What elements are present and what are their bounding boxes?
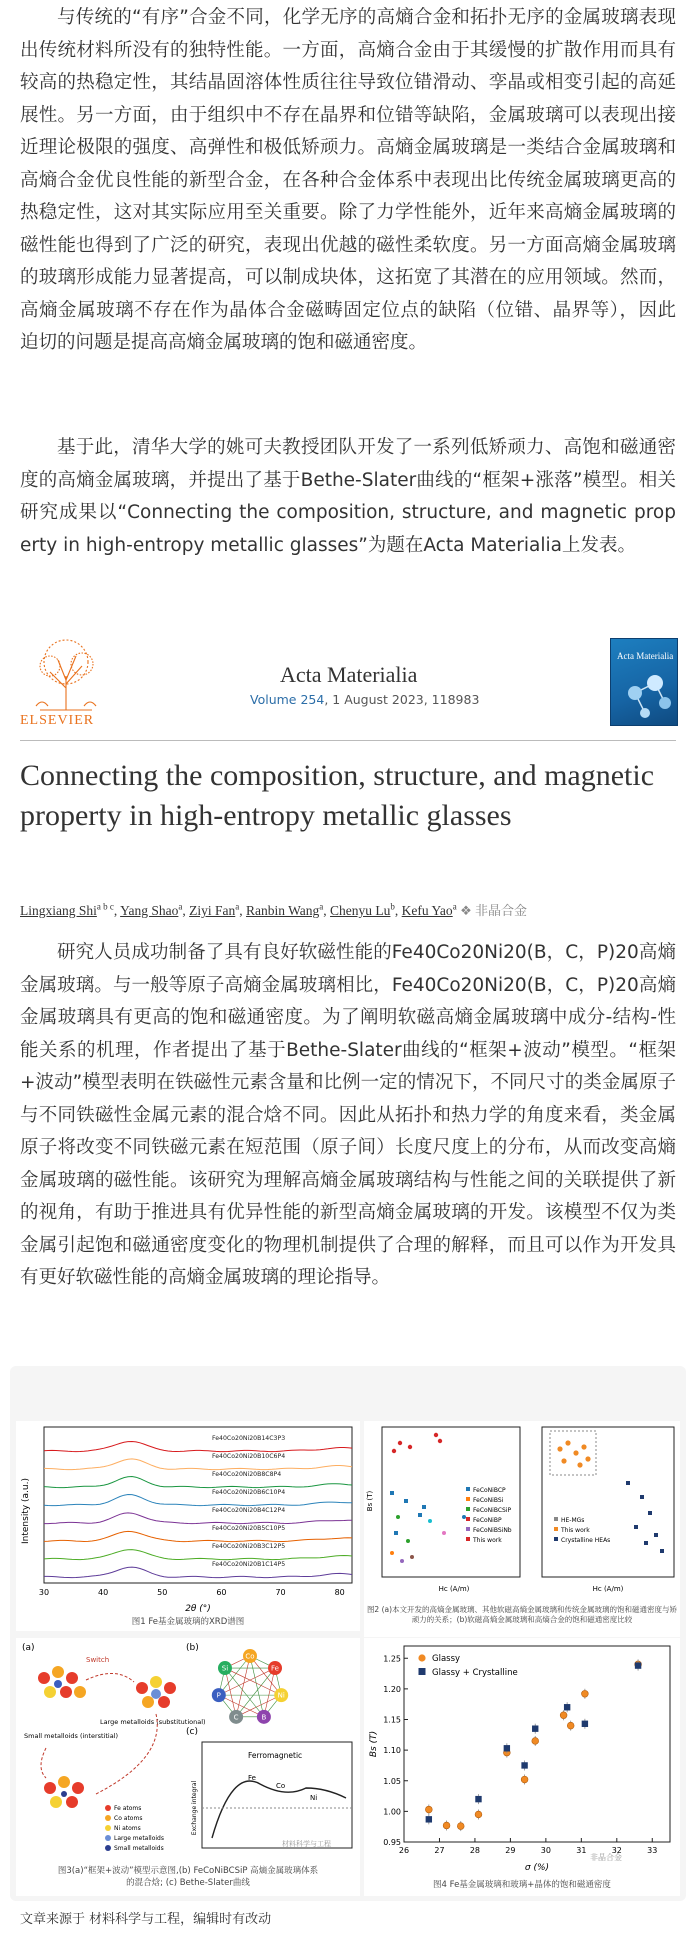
- author-name[interactable]: Yang Shao: [120, 903, 179, 918]
- fig4-xtick-label: 32: [611, 1846, 622, 1855]
- fig4-ytick-label: 0.95: [383, 1838, 401, 1847]
- glassy-crystalline-point: [532, 1725, 538, 1731]
- fig2a-legend-item: FeCoNiBCSiP: [473, 1507, 512, 1514]
- fig2a-legend-item: FeCoNiBSiNb: [473, 1527, 512, 1534]
- element-node-label: Co: [245, 1652, 255, 1661]
- element-node-label: C: [233, 1713, 239, 1722]
- fig4-xtick-label: 27: [434, 1846, 445, 1855]
- volume-date: , 1 August 2023, 118983: [324, 692, 480, 707]
- fig3a-label: (a): [22, 1643, 35, 1653]
- fig2b-legend-item: HE-MGs: [561, 1517, 585, 1524]
- xrd-curve: [44, 1531, 352, 1541]
- glassy-point: [521, 1776, 528, 1783]
- journal-name[interactable]: Acta Materialia: [280, 662, 418, 687]
- journal-volume: [250, 692, 479, 707]
- figure-1-xrd: [16, 1421, 360, 1631]
- legend-glassy-marker: [418, 1654, 425, 1661]
- xrd-xtick: 50: [157, 1588, 168, 1597]
- fig2a-legend-item: FeCoNiBSi: [473, 1497, 504, 1504]
- xrd-composition-label: Fe40Co20Ni20B6C10P4: [212, 1489, 286, 1496]
- fig3-legend-item: Small metalloids: [114, 1845, 164, 1852]
- legend-glassy-crystalline-label: Glassy + Crystalline: [432, 1668, 518, 1678]
- glassy-crystalline-point: [504, 1745, 510, 1751]
- fig2a-legend-marker: [466, 1487, 470, 1491]
- fig2a-points: [390, 1433, 466, 1563]
- glassy-point: [425, 1806, 432, 1813]
- author-name[interactable]: Ziyi Fan: [189, 903, 236, 918]
- fig2b-xlabel: Hc (A/m): [592, 1585, 624, 1593]
- paper-header: [20, 636, 676, 926]
- cover-title: Acta Materialia: [617, 651, 674, 661]
- watermark-text: ❖ 非晶合金: [460, 903, 527, 918]
- fig2a-legend-item: FeCoNiBP: [473, 1517, 502, 1524]
- switch-label: Switch: [86, 1656, 110, 1664]
- xrd-xtick: 30: [38, 1588, 50, 1597]
- fig4-ytick-label: 1.25: [383, 1654, 401, 1664]
- header-divider: [20, 740, 676, 741]
- fig3-legend-marker: [105, 1805, 111, 1811]
- legend-glassy-label: Glassy: [432, 1654, 461, 1664]
- fig4-xtick-label: 33: [647, 1846, 658, 1855]
- author-list: Lingxiang Shi$^{a b c}$, Yang Shao$^a$, Ziyi Fan$^a$, Ranbin Wang$^a$, Chenyu Lu$^b$, Kefu Yao$^a$ ❖ 非晶合金: [20, 901, 527, 918]
- xrd-ylabel: Intensity (a.u.): [21, 1478, 31, 1544]
- fig3-legend-item: Ni atoms: [114, 1825, 141, 1832]
- xrd-composition-label: Fe40Co20Ni20B4C12P4: [212, 1507, 286, 1514]
- xrd-composition-label: Fe40Co20Ni20B10C6P4: [212, 1453, 286, 1460]
- glassy-point: [560, 1712, 567, 1719]
- fig2a-legend-marker: [466, 1517, 470, 1521]
- fig4-ytick-label: 1.15: [383, 1715, 401, 1725]
- atom-cluster-right: [136, 1676, 176, 1708]
- fig2a-legend-marker: [466, 1507, 470, 1511]
- xrd-xtick: 80: [334, 1588, 345, 1597]
- fig3-legend-marker: [105, 1835, 111, 1841]
- fig3-legend-item: Large metalloids: [114, 1835, 164, 1842]
- intro-paragraph: 与传统的“有序”合金不同，化学无序的高熵合金和拓扑无序的金属玻璃表现出传统材料所没有的独特性能。一方面，高熵合金由于其缓慢的扩散作用而具有较高的热稳定性，其结晶固溶体性质往往导致位错滑动、孪晶或相变引起的高延展性。另一方面，由于组织中不存在晶界和位错等缺陷，金属玻璃可以表现出接近理论极限的强度、高弹性和极低矫顽力。高熵金属玻璃是一类结合金属玻璃和高熵合金优良性能的新型合金，在各种合金体系中表现出比传统金属玻璃更高的热稳定性，这对其实际应用至关重要。除了力学性能外，近年来高熵金属玻璃的磁性能也得到了广泛的研究，表现出优越的磁性柔软度。另一方面高熵金属玻璃的玻璃形成能力显著提高，可以制成块体，这拓宽了其潜在的应用领域。然而，高熵金属玻璃不存在作为晶体合金磁畴固定位点的缺陷（位错、晶界等），因此迫切的问题是提高高熵金属玻璃的饱和磁通密度。: [20, 7, 676, 353]
- journal-cover: [610, 638, 678, 726]
- glassy-crystalline-point: [426, 1816, 432, 1822]
- fig2a-ylabel: Bs (T): [366, 1490, 374, 1512]
- fig2b-legend-marker: [554, 1537, 558, 1541]
- figure-3-caption-line2: 的混合焓; (c) Bethe-Slater曲线: [126, 1878, 250, 1888]
- author-name[interactable]: Ranbin Wang: [246, 903, 320, 918]
- element-node-label: P: [216, 1691, 221, 1700]
- fig4-xtick-label: 30: [540, 1846, 551, 1855]
- fig4-xtick-label: 29: [505, 1846, 516, 1855]
- fig2b-legend-item: Crystalline HEAs: [561, 1537, 611, 1544]
- fig2b-legend-item: This work: [561, 1527, 590, 1534]
- fig4-ytick-label: 1.05: [383, 1776, 401, 1786]
- fig2a-legend-marker: [466, 1497, 470, 1501]
- author-affiliation: a: [235, 901, 240, 912]
- author-affiliation: b: [390, 901, 395, 912]
- glassy-crystalline-point: [521, 1762, 527, 1768]
- fig2a-legend-marker: [466, 1527, 470, 1531]
- xrd-curve: [44, 1459, 352, 1470]
- curve-label-ni: Ni: [310, 1794, 318, 1802]
- watermark-label: 非晶合金: [474, 903, 527, 918]
- fig4-xtick-label: 28: [469, 1846, 481, 1855]
- figure-2-bs-hc: [364, 1421, 680, 1637]
- fig4-ylabel: Bs (T): [369, 1730, 379, 1758]
- xrd-plot: [16, 1421, 360, 1617]
- atom-cluster-top: [38, 1666, 86, 1698]
- fig4-xlabel: σ (%): [524, 1863, 550, 1873]
- xrd-composition-label: Fe40Co20Ni20B5C10P5: [212, 1525, 286, 1532]
- fig4-ytick-label: 1.10: [383, 1746, 401, 1756]
- curve-label-fe: Fe: [248, 1774, 256, 1782]
- fig4-xtick-label: 31: [576, 1846, 587, 1855]
- fig3-legend-item: Fe atoms: [114, 1805, 142, 1812]
- small-metalloid-label: Small metalloids (interstitial): [24, 1732, 119, 1740]
- fig3b-label: (b): [186, 1643, 199, 1653]
- author-affiliation: a b c: [96, 901, 114, 912]
- element-node-label: Ni: [277, 1691, 285, 1700]
- xrd-curve: [44, 1442, 352, 1452]
- author-name[interactable]: Chenyu Lu: [330, 903, 391, 918]
- fig2a-xlabel: Hc (A/m): [438, 1585, 470, 1593]
- xrd-curve: [44, 1567, 352, 1578]
- element-node-label: Si: [221, 1664, 229, 1673]
- atom-cluster-bottom: [44, 1776, 84, 1808]
- cover-molecule-graphic: [611, 639, 679, 727]
- xrd-curve: [44, 1513, 352, 1524]
- glassy-point: [532, 1738, 539, 1745]
- volume-link[interactable]: Volume 254: [250, 692, 325, 707]
- element-node-label: Fe: [271, 1664, 279, 1673]
- figure-4-caption: 图4 Fe基金属玻璃和玻璃+晶体的饱和磁通密度: [433, 1880, 611, 1890]
- large-metalloid-label: Large metalloids (substitutional): [100, 1718, 206, 1726]
- bs-sigma-chart: [364, 1638, 680, 1876]
- paper-title: Connecting the composition, structure, and magnetic property in high-entropy metallic glasses: [20, 759, 655, 832]
- xrd-xtick: 40: [98, 1588, 109, 1597]
- figure-watermark-4: 非晶合金: [590, 1853, 622, 1862]
- xrd-curve: [44, 1477, 352, 1488]
- xrd-composition-label: Fe40Co20Ni20B8C8P4: [212, 1471, 282, 1478]
- xrd-composition-label: Fe40Co20Ni20B1C14P5: [212, 1561, 286, 1568]
- fig2b-legend-marker: [554, 1527, 558, 1531]
- model-schematic: [16, 1638, 360, 1864]
- xrd-xlabel: 2θ (°): [185, 1604, 211, 1614]
- exchange-label: Exchange integral: [191, 1780, 198, 1836]
- legend-glassy-crystalline-marker: [419, 1668, 426, 1675]
- xrd-composition-label: Fe40Co20Ni20B3C12P5: [212, 1543, 286, 1550]
- glassy-point: [475, 1811, 482, 1818]
- fig2a-legend-item: This work: [473, 1537, 502, 1544]
- author-affiliation: a: [452, 901, 457, 912]
- figure-watermark-3: 材料科学与工程: [282, 1840, 331, 1848]
- figure-panel: [10, 1366, 686, 1901]
- fig4-ytick-label: 1.20: [383, 1684, 401, 1694]
- author-name[interactable]: Kefu Yao: [401, 903, 453, 918]
- glassy-point: [581, 1690, 588, 1697]
- figure-2-caption: 图2 (a)本文开发的高熵金属玻璃、其他软磁高熵金属玻璃和传统金属玻璃的饱和磁通密度与矫顽力的关系；(b)软磁高熵金属玻璃和高熵合金的饱和磁通密度比较: [366, 1605, 678, 1624]
- xrd-xtick: 70: [275, 1588, 286, 1597]
- author-affiliation: a: [319, 901, 324, 912]
- xrd-curve: [44, 1495, 352, 1506]
- figure-1-caption: 图1 Fe基金属玻璃的XRD谱图: [131, 1617, 245, 1627]
- fig3-legend-item: Co atoms: [114, 1815, 143, 1822]
- glassy-point: [457, 1823, 464, 1830]
- element-node-label: B: [261, 1713, 267, 1722]
- figure-4-bs-sigma: [364, 1638, 680, 1896]
- elsevier-wordmark: ELSEVIER: [20, 713, 95, 728]
- fig2a-legend-item: FeCoNiBCP: [473, 1487, 506, 1494]
- results-paragraph: 研究人员成功制备了具有良好软磁性能的Fe40Co20Ni20(B，C，P)20高熵金属玻璃。与一般等原子高熵金属玻璃相比，Fe40Co20Ni20(B，C，P)20高熵金属玻璃具有更高的饱和磁通密度。为了阐明软磁高熵金属玻璃中成分-结构-性能关系的机理，作者提出了基于Bethe-Slater曲线的“框架+波动”模型。“框架+波动”模型表明在铁磁性元素含量和比例一定的情况下，不同尺寸的类金属原子与不同铁磁性金属元素的混合焓不同。因此从拓扑和热力学的角度来看，类金属原子将改变不同铁磁元素在短范围（原子间）长度尺度上的分布，从而改变高熵金属玻璃的磁性能。该研究为理解高熵金属玻璃结构与性能之间的关联提供了新的视角，有助于推进具有优异性能的新型高熵金属玻璃的开发。该模型不仅为类金属引起饱和磁通密度变化的物理机制提供了合理的解释，而且可以作为开发具有更好软磁性能的高熵金属玻璃的理论指导。: [20, 942, 676, 1288]
- author-name[interactable]: Lingxiang Shi: [20, 903, 97, 918]
- xrd-curve: [44, 1550, 352, 1560]
- curve-label-co: Co: [276, 1782, 286, 1790]
- glassy-crystalline-point: [635, 1662, 641, 1668]
- fig3-legend-marker: [105, 1815, 111, 1821]
- ferromagnetic-label: Ferromagnetic: [248, 1751, 303, 1760]
- fig3c-label: (c): [186, 1727, 198, 1737]
- glassy-point: [443, 1822, 450, 1829]
- fig3-legend-marker: [105, 1845, 111, 1851]
- background-paragraph: 基于此，清华大学的姚可夫教授团队开发了一系列低矫顽力、高饱和磁通密度的高熵金属玻璃，并提出了基于Bethe-Slater曲线的“框架+涨落”模型。相关研究成果以“Connecting the composition, structure, and magnetic property in high-entropy metallic glasses”为题在Acta Materialia上发表。: [20, 437, 676, 556]
- fig2a-legend-marker: [466, 1537, 470, 1541]
- fig4-ytick-label: 1.00: [383, 1807, 401, 1817]
- glassy-point: [567, 1722, 574, 1729]
- xrd-composition-label: Fe40Co20Ni20B14C3P3: [212, 1435, 286, 1442]
- glassy-crystalline-point: [564, 1704, 570, 1710]
- source-note: 文章来源于 材料科学与工程，编辑时有改动: [20, 1912, 272, 1927]
- fig3-legend-marker: [105, 1825, 111, 1831]
- glassy-crystalline-point: [475, 1796, 481, 1802]
- fig2b-legend-marker: [554, 1517, 558, 1521]
- glassy-crystalline-point: [582, 1721, 588, 1727]
- fig4-xtick-label: 26: [398, 1846, 410, 1855]
- figure-3-model: [16, 1638, 360, 1896]
- figure-3-caption-line1: 图3(a)“框架+波动”模型示意图,(b) FeCoNiBCSiP 高熵金属玻璃体系: [57, 1866, 319, 1876]
- xrd-xtick: 60: [216, 1588, 227, 1597]
- bs-hc-plots: [364, 1421, 680, 1603]
- author-affiliation: a: [178, 901, 183, 912]
